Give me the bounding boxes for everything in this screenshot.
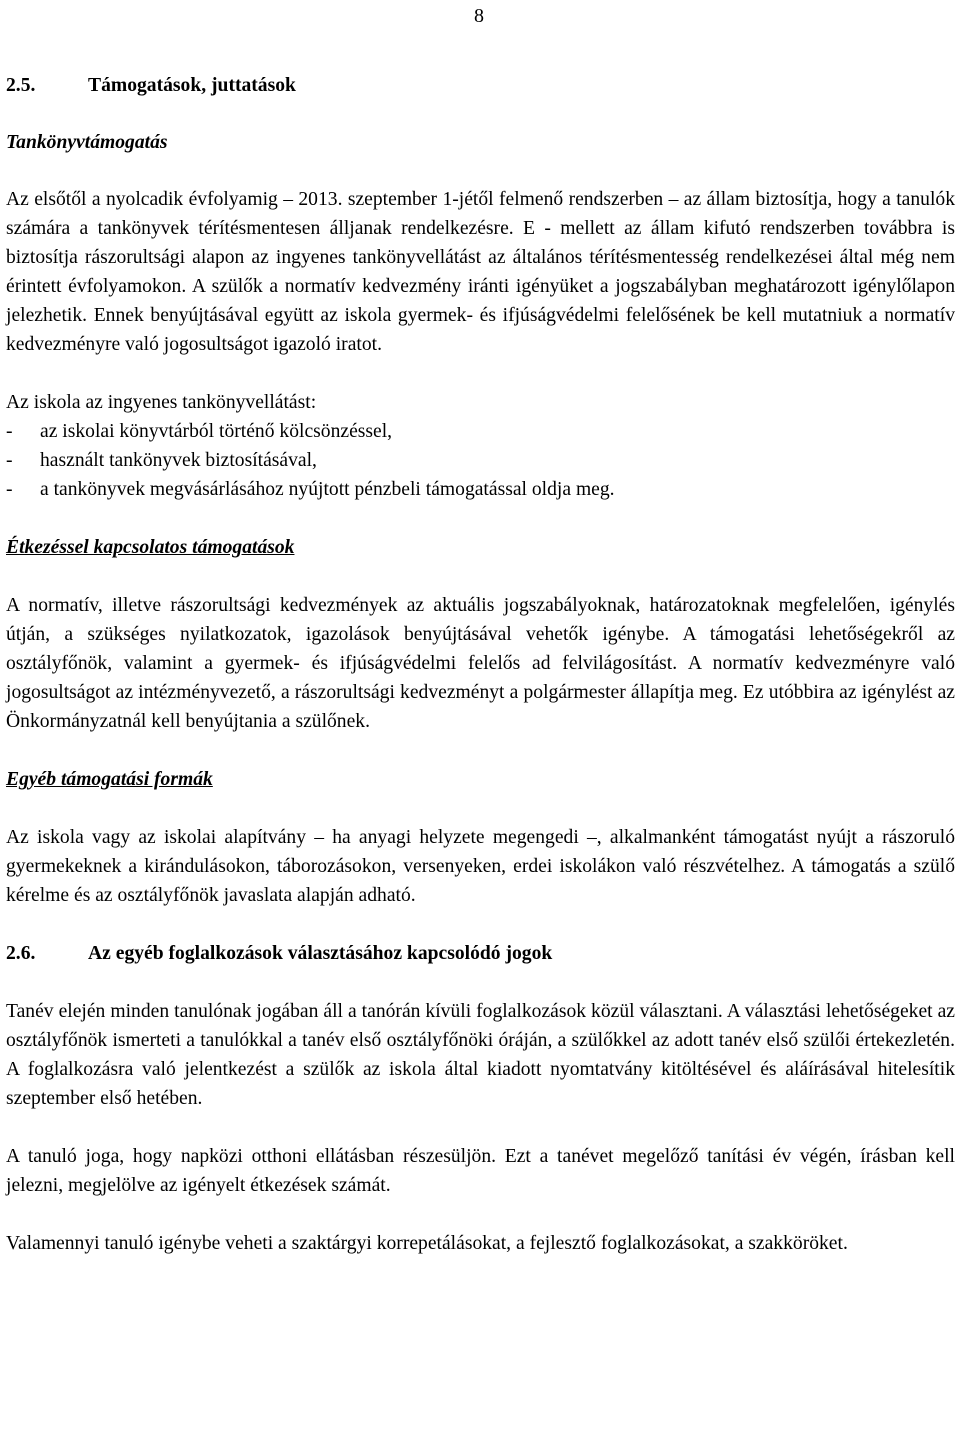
list-item-text: használt tankönyvek biztosításával, [40,450,317,471]
paragraph-meal-support: A normatív, illetve rászorultsági kedvezmények az aktuális jogszabályoknak, határozatoknak megfelelően, igénylés útján, a szükséges nyilatkozatok, igazolások benyújtásával vehetők igénybe. A támogatási lehetőségekről az osztályfőnök, valamint a gyermek- és ifjúságvédelmi felelős ad felvilágosítást. A normatív kedvezményre való jogosultságot az intézményvezető, a rászorultsági kedvezményt a polgármester állapítja meg. Ez utóbbira az igénylést az Önkormányzatnál kell benyújtania a szülőnek. [6,595,955,732]
list-item-text: a tankönyvek megvásárlásához nyújtott pénzbeli támogatással oldja meg. [40,479,615,500]
list-intro: Az iskola az ingyenes tankönyvellátást: [6,392,317,413]
subheading-other-support: Egyéb támogatási formák [6,769,213,790]
subheading-meal-support: Étkezéssel kapcsolatos támogatások [6,537,295,558]
list-dash: - [6,450,13,471]
section-title: Támogatások, juttatások [88,75,296,96]
section-title: Az egyéb foglalkozások választásához kapcsolódó jogok [88,943,553,964]
document-body [6,71,955,1258]
paragraph-tutoring: Valamennyi tanuló igénybe veheti a szaktárgyi korrepetálásokat, a fejlesztő foglalkozásokat, a szakköröket. [6,1233,848,1254]
paragraph-textbook-support: Az elsőtől a nyolcadik évfolyamig – 2013. szeptember 1-jétől felmenő rendszerben – az állam biztosítja, hogy a tanulók számára a tankönyvek térítésmentesen álljanak rendelkezésre. E - mellett az állam kifutó rendszerben továbbra is biztosítja rászorultsági alapon az ingyenes tankönyvellátást az általános térítésmentesség rendelkezései által még nem érintett évfolyamokon. A szülők a normatív kedvezmény iránti igényüket a jogszabályban meghatározott igénylőlapon jelezhetik. Ennek benyújtásával együtt az iskola gyermek- és ifjúságvédelmi felelősének be kell mutatniuk a normatív kedvezményre való jogosultságot igazoló iratot. [6,189,955,355]
paragraph-activity-choice: Tanév elején minden tanulónak jogában áll a tanórán kívüli foglalkozások közül választani. A választási lehetőségeket az osztályfőnök ismerteti a tanulókkal a tanév első osztályfőnöki óráján, a szülőkkel az adott tanév első szülői értekezletén. A foglalkozásra való jelentkezést a szülők az iskola által kiadott nyomtatvány kitöltésével és aláírásával hitelesítik szeptember első hetében. [6,1001,955,1109]
list-dash: - [6,479,13,500]
section-heading-2-6 [6,939,955,968]
list-item [6,475,955,504]
list-item [6,446,955,475]
page-number: 8 [474,5,484,27]
section-number: 2.5. [6,75,36,96]
paragraph-day-care: A tanuló joga, hogy napközi otthoni ellátásban részesüljön. Ezt a tanévet megelőző tanítási év végén, írásban kell jelezni, megjelölve az igényelt étkezések számát. [6,1146,955,1196]
section-heading-2-5 [6,71,955,100]
subheading-textbook-support: Tankönyvtámogatás [6,132,168,153]
list-dash: - [6,421,13,442]
paragraph-other-support: Az iskola vagy az iskolai alapítvány – ha anyagi helyzete megengedi –, alkalmanként támogatást nyújt a rászoruló gyermekeknek a kirándulásokon, táborozásokon, versenyeken, erdei iskolákon való részvételhez. A támogatás a szülő kérelme és az osztályfőnök javaslata alapján adható. [6,827,955,906]
section-number: 2.6. [6,943,36,964]
list-item-text: az iskolai könyvtárból történő kölcsönzéssel, [40,421,393,442]
list-item [6,417,955,446]
